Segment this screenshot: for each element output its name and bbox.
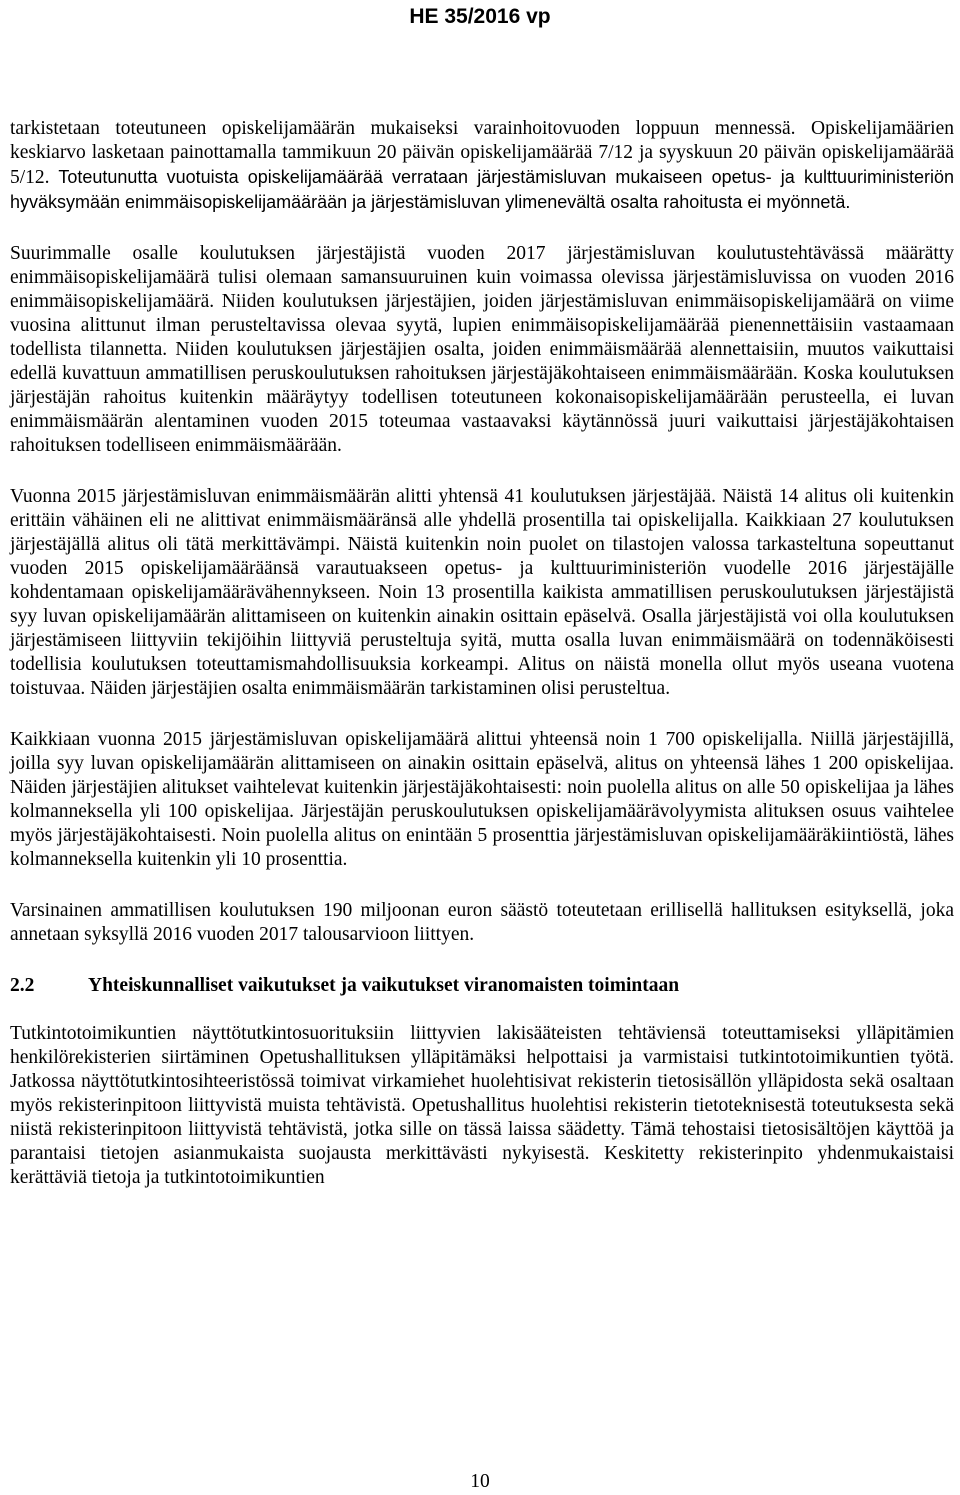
paragraph-text: Tutkintotoimikuntien näyttötutkintosuorituksiin liittyvien lakisääteisten tehtäviensä toteuttamiseksi ylläpitämien henkilörekisterien siirtäminen Opetushallituksen ylläpitämäksi helpottaisi ja varmistaisi tutkintotoimikuntien työtä. Jatkossa näyttötutkintosihteeristössä toimivat virkamiehet huolehtisivat rekisterin tietosisällön ylläpidosta sekä osaltaan myös rekisterinpitoon liittyvistä muista tehtävistä. Opetushallitus huolehtisi rekisterin tietoteknisestä toteutuksesta sekä niistä rekisterinpitoon liittyvistä tehtävistä, jotka sille on tässä laissa säädetty. Tämä tehostaisi tietosisältöjen käyttöä ja parantaisi tietojen asianmukaista suojausta merkittävästi nykyisestä. Keskitetty rekisterinpito yhdenmukaistaisi kerättäviä tietoja ja tutkintotoimikuntien <box>10 1023 954 1188</box>
section-heading <box>10 974 954 998</box>
paragraph-permit-max-count <box>10 242 954 458</box>
paragraph-text: Suurimmalle osalle koulutuksen järjestäjistä vuoden 2017 järjestämisluvan koulutustehtävässä määrätty enimmäisopiskelijamäärä tulisi olemaan samansuuruinen kuin voimassa olevissa järjestämisluvissa on vuoden 2016 enimmäisopiskelijamäärä. Niiden koulutuksen järjestäjien, joiden järjestämisluvan enimmäisopiskelijamäärä on viime vuosina alittunut ilman perusteltavissa olevaa syytä, lupien enimmäisopiskelijamäärää pienennettäisiin vastaamaan todellista tilannetta. Niiden koulutuksen järjestäjien osalta, joiden enimmäismäärää alennettaisiin, muutos vaikuttaisi edellä kuvattuun ammatillisen peruskoulutuksen rahoituksen järjestäjäkohtaiseen enimmäismäärään. Koska koulutuksen järjestäjän rahoitus kuitenkin määräytyy todellisen toteutuneen kokonaisopiskelijamäärään perusteella, ei luvan enimmäismäärän alentaminen vuoden 2015 toteumaa vastaavaksi käytännössä juuri vaikuttaisi järjestäjäkohtaisen rahoituksen todelliseen enimmäismäärään. <box>10 243 954 456</box>
paragraph-text-sans: Toteutunutta vuotuista opiskelijamäärää verrataan järjestämisluvan mukaiseen opetus- ja kulttuuriministeriön hyväksymään enimmäisopiskelijamäärään ja järjestämisluvan ylimenevältä osalta rahoitusta ei myönnetä. <box>10 167 954 212</box>
paragraph-registry-transfer <box>10 1022 954 1190</box>
paragraph-2015-shortfall <box>10 485 954 701</box>
paragraph-student-count-review <box>10 117 954 215</box>
paragraph-total-shortfall <box>10 728 954 872</box>
section-number: 2.2 <box>10 975 35 996</box>
paragraph-text-serif: tarkistetaan toteutuneen opiskelijamäärän mukaiseksi varainhoitovuoden loppuun mennessä. Opiskelijamäärien keskiarvo lasketaan painottamalla tammikuun 20 päivän opiskelijamäärää 7/12 ja syyskuun 20 päivän opiskelijamäärää 5/12. <box>10 118 954 188</box>
paragraph-text: Kaikkiaan vuonna 2015 järjestämisluvan opiskelijamäärä alittui yhteensä noin 1 700 opiskelijalla. Niillä järjestäjillä, joilla syy luvan opiskelijamäärän alittamiseen on ainakin osittain epäselvä, alitus on yhteensä lähes 1 200 opiskelijaa. Näiden järjestäjien alitukset vaihtelevat kuitenkin järjestäjäkohtaisesti: noin puolella alitus on alle 50 opiskelijaa ja lähes kolmanneksella yli 100 opiskelijaa. Järjestäjän peruskoulutuksen opiskelijamäärävolyymista alituksen osuus vaihtelee myös järjestäjäkohtaisesti. Noin puolella alitus on enintään 5 prosenttia järjestämisluvan opiskelijamääräkiintiöstä, lähes kolmanneksella kuitenkin yli 10 prosenttia. <box>10 729 954 870</box>
paragraph-text: Vuonna 2015 järjestämisluvan enimmäismäärän alitti yhtensä 41 koulutuksen järjestäjää. Näistä 14 alitus oli kuitenkin erittäin vähäinen eli ne alittivat enimmäismääränsä alle yhdellä prosentilla tai opiskelijalla. Kaikkiaan 27 koulutuksen järjestäjällä alitus oli tätä merkittävämpi. Näistä kuitenkin noin puolet on tilastojen valossa tarkasteltuna sopeuttanut vuoden 2015 opiskelijamääräänsä varautuakseen opetus- ja kulttuuriministeriön vuodelle 2016 järjestäjälle kohdentamaan opiskelijamäärävähennykseen. Noin 13 prosentilla kaikista ammatillisen peruskoulutuksen järjestäjistä syy luvan opiskelijamäärän alittamiseen on kuitenkin ainakin osittain epäselvä. Osalla järjestäjistä voi olla koulutuksen järjestämiseen liittyviin tekijöihin liittyviä perusteltuja syitä, mutta osalla luvan enimmäismäärä on todennäköisesti todellisia koulutuksen toteuttamismahdollisuuksia korkeampi. Alitus on näistä monella ollut myös useana vuotena toistuvaa. Näiden järjestäjien osalta enimmäismäärän tarkistaminen olisi perusteltua. <box>10 486 954 699</box>
document-body <box>10 117 954 1217</box>
page-number: 10 <box>470 1471 490 1492</box>
section-title: Yhteiskunnalliset vaikutukset ja vaikutukset viranomaisten toimintaan <box>88 975 680 996</box>
document-id-header: HE 35/2016 vp <box>409 5 551 28</box>
paragraph-savings <box>10 899 954 947</box>
paragraph-text: Varsinainen ammatillisen koulutuksen 190 miljoonan euron säästö toteutetaan erillisellä hallituksen esityksellä, joka annetaan syksyllä 2016 vuoden 2017 talousarvioon liittyen. <box>10 900 954 945</box>
